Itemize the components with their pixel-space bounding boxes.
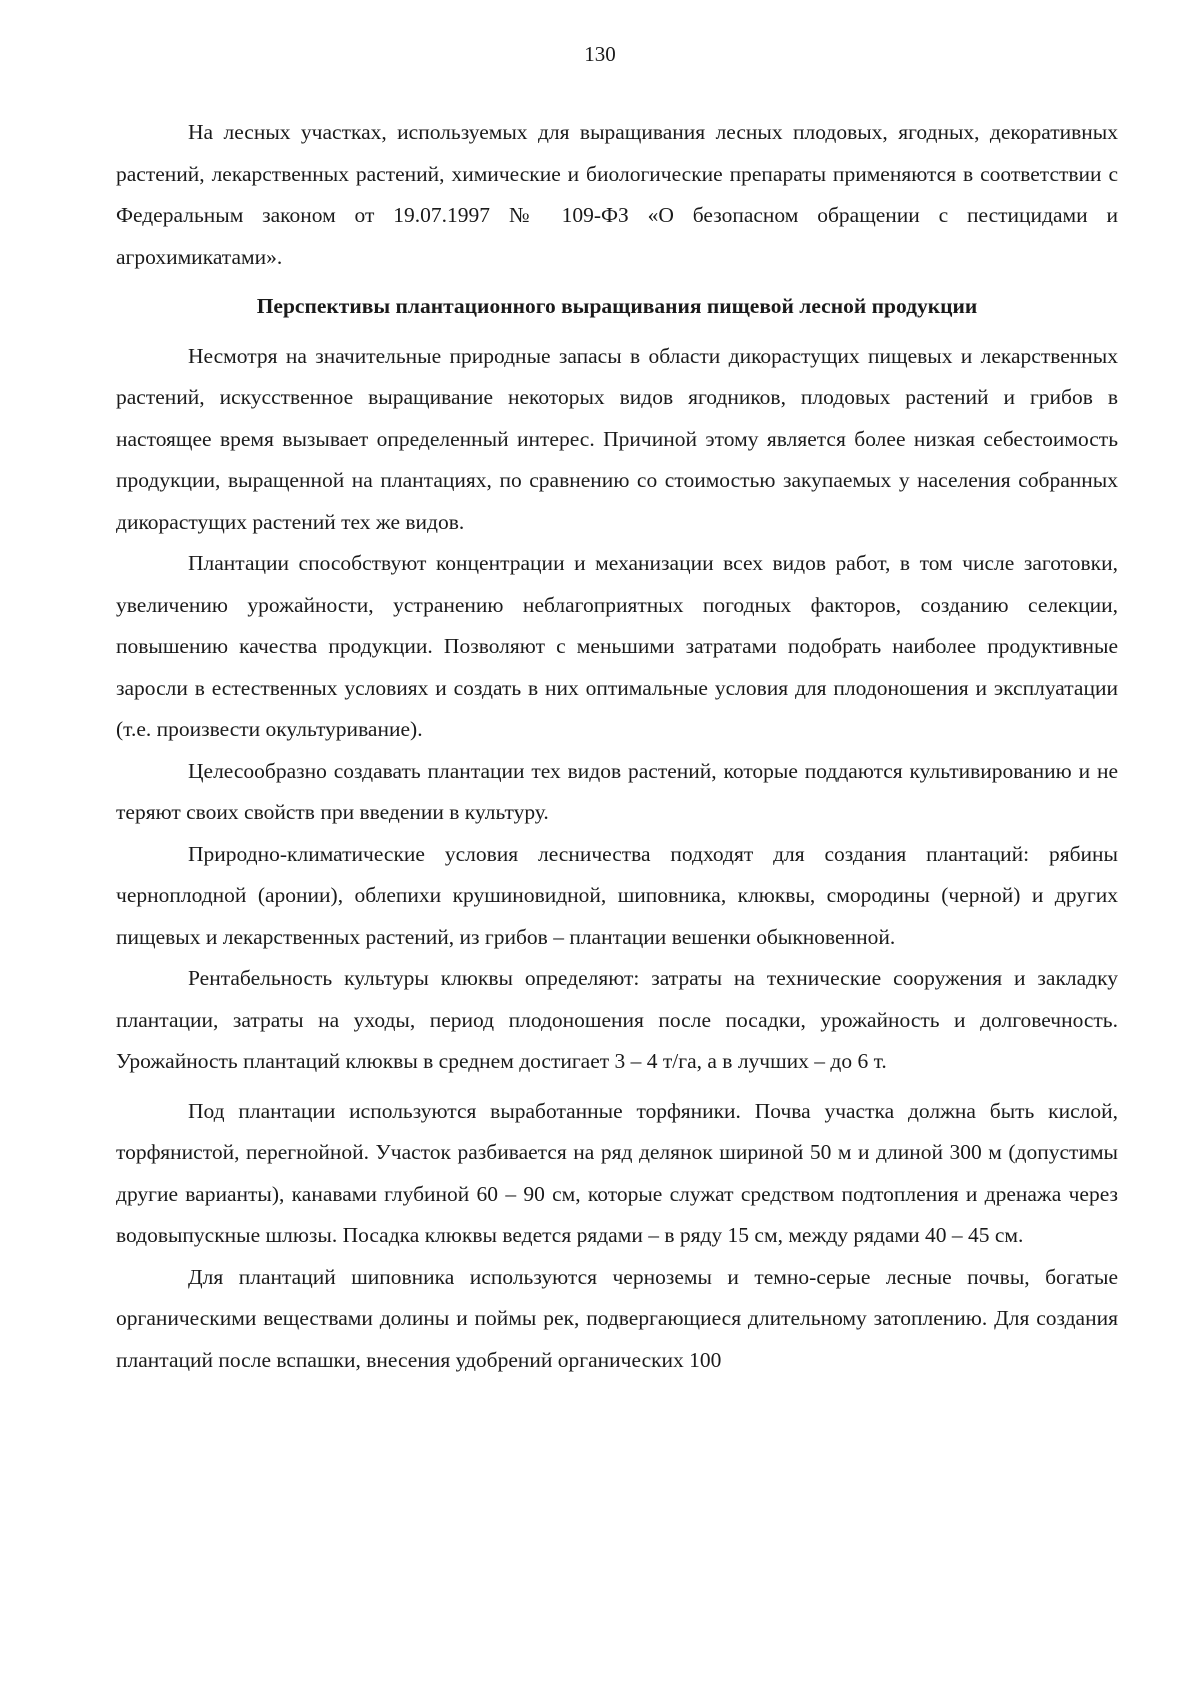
paragraph-cranberry-profitability: Рентабельность культуры клюквы определяют: затраты на технические сооружения и закладку плантации, затраты на уходы, период плодоношения после посадки, урожайность и долговечность. Урожайность плантаций клюквы в среднем достигает 3 – 4 т/га, а в лучших – до 6 т. xyxy=(116,966,1118,1073)
paragraph-suitable-species: Целесообразно создавать плантации тех видов растений, которые поддаются культивированию и не теряют своих свойств при введении в культуру. xyxy=(116,758,1118,824)
paragraph-rosehip-plantations: Для плантаций шиповника используются черноземы и темно-серые лесные почвы, богатые органическими веществами долины и поймы рек, подвергающиеся длительному затоплению. Для создания плантаций после вспашки, внесения удобрений органических 100 xyxy=(116,1264,1118,1372)
paragraph-plantation-benefits: Плантации способствуют концентрации и механизации всех видов работ, в том числе заготовки, увеличению урожайности, устранению неблагоприятных погодных факторов, созданию селекции, повышению качества продукции. Позволяют с меньшими затратами подобрать наиболее продуктивные заросли в естественных условиях и создать в них оптимальные условия для плодоношения и эксплуатации (т.е. произвести окультуривание). xyxy=(116,551,1118,741)
paragraph-natural-reserves: Несмотря на значительные природные запасы в области дикорастущих пищевых и лекарственных растений, искусственное выращивание некоторых видов ягодников, плодовых растений и грибов в настоящее время вызывает определенный интерес. Причиной этому является более низкая себестоимость продукции, выращенной на плантациях, по сравнению со стоимостью закупаемых у населения собранных дикорастущих растений тех же видов. xyxy=(116,343,1118,534)
paragraph-pesticides: На лесных участках, используемых для выращивания лесных плодовых, ягодных, декоративных растений, лекарственных растений, химические и биологические препараты применяются в соответствии с Федеральным законом от 19.07.1997 № 109-ФЗ «О безопасном обращении с пестицидами и агрохимикатами». xyxy=(116,120,1118,269)
paragraph-climate-conditions: Природно-климатические условия лесничества подходят для создания плантаций: рябины черноплодной (аронии), облепихи крушиновидной, шиповника, клюквы, смородины (черной) и других пищевых и лекарственных растений, из грибов – плантации вешенки обыкновенной. xyxy=(116,841,1118,949)
page-body xyxy=(116,112,1118,1381)
section-heading: Перспективы плантационного выращивания пищевой лесной продукции xyxy=(256,294,978,318)
page-number: 130 xyxy=(584,42,616,66)
paragraph-peatland-plantations: Под плантации используются выработанные торфяники. Почва участка должна быть кислой, торфянистой, перегнойной. Участок разбивается на ряд делянок шириной 50 м и длиной 300 м (допустимы другие варианты), канавами глубиной 60 – 90 см, которые служат средством подтопления и дренажа через водовыпускные шлюзы. Посадка клюквы ведется рядами – в ряду 15 см, между рядами 40 – 45 см. xyxy=(116,1098,1118,1247)
